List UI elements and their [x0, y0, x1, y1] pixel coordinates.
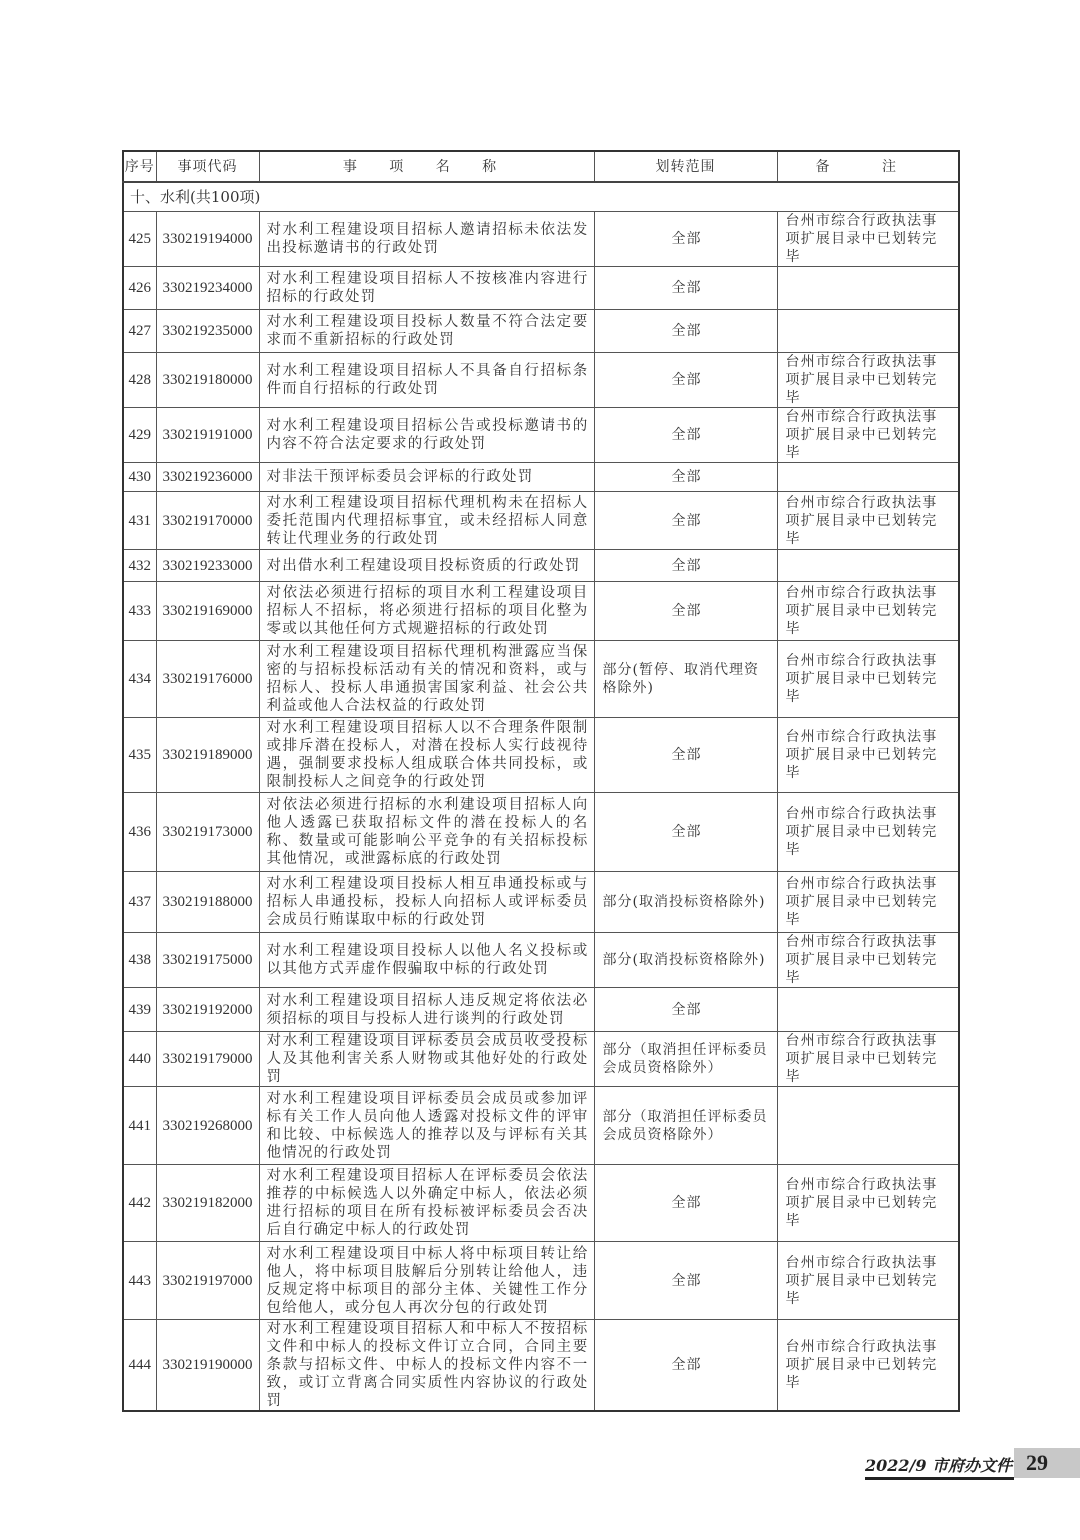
- cell-name: 对水利工程建设项目招标公告或投标邀请书的内容不符合法定要求的行政处罚: [259, 408, 594, 463]
- cell-scope: 全部: [594, 212, 777, 267]
- cell-seq: 431: [123, 492, 156, 550]
- cell-code: 330219234000: [156, 267, 259, 310]
- cell-name: 对水利工程建设项目招标人邀请招标未依法发出投标邀请书的行政处罚: [259, 212, 594, 267]
- table-row: [123, 408, 959, 463]
- cell-seq: 442: [123, 1165, 156, 1242]
- cell-name: 对水利工程建设项目招标人和中标人不按招标文件和中标人的投标文件订立合同，合同主要条款与招标文件、中标人的投标文件内容不一致，或订立背离合同实质性内容协议的行政处罚: [259, 1320, 594, 1412]
- cell-note: 台州市综合行政执法事项扩展目录中已划转完毕: [777, 718, 959, 793]
- table-row: [123, 793, 959, 872]
- cell-code: 330219173000: [156, 793, 259, 872]
- cell-note: [777, 310, 959, 353]
- cell-scope: 全部: [594, 582, 777, 641]
- cell-seq: 430: [123, 463, 156, 492]
- cell-scope: 全部: [594, 718, 777, 793]
- cell-note: 台州市综合行政执法事项扩展目录中已划转完毕: [777, 1032, 959, 1087]
- cell-code: 330219176000: [156, 641, 259, 718]
- table-row: [123, 1242, 959, 1320]
- cell-note: [777, 463, 959, 492]
- table-row: [123, 718, 959, 793]
- table-header-row: [123, 151, 959, 182]
- cell-note: [777, 988, 959, 1032]
- cell-code: 330219170000: [156, 492, 259, 550]
- cell-seq: 443: [123, 1242, 156, 1320]
- table-row: [123, 492, 959, 550]
- cell-scope: 部分（取消担任评标委员会成员资格除外）: [594, 1032, 777, 1087]
- cell-note: [777, 550, 959, 582]
- cell-note: 台州市综合行政执法事项扩展目录中已划转完毕: [777, 1165, 959, 1242]
- cell-code: 330219191000: [156, 408, 259, 463]
- cell-name: 对出借水利工程建设项目投标资质的行政处罚: [259, 550, 594, 582]
- cell-note: [777, 267, 959, 310]
- cell-name: 对水利工程建设项目招标人违反规定将依法必须招标的项目与投标人进行谈判的行政处罚: [259, 988, 594, 1032]
- cell-seq: 436: [123, 793, 156, 872]
- cell-name: 对水利工程建设项目评标委员会成员或参加评标有关工作人员向他人透露对投标文件的评审和比较、中标候选人的推荐以及与评标有关其他情况的行政处罚: [259, 1087, 594, 1165]
- cell-seq: 434: [123, 641, 156, 718]
- section-row: [123, 182, 959, 212]
- table-row: [123, 212, 959, 267]
- table-row: [123, 267, 959, 310]
- cell-seq: 444: [123, 1320, 156, 1412]
- cell-note: 台州市综合行政执法事项扩展目录中已划转完毕: [777, 872, 959, 933]
- table-row: [123, 641, 959, 718]
- cell-code: 330219180000: [156, 353, 259, 408]
- cell-note: 台州市综合行政执法事项扩展目录中已划转完毕: [777, 793, 959, 872]
- cell-note: 台州市综合行政执法事项扩展目录中已划转完毕: [777, 408, 959, 463]
- cell-name: 对水利工程建设项目招标人不具备自行招标条件而自行招标的行政处罚: [259, 353, 594, 408]
- cell-seq: 433: [123, 582, 156, 641]
- cell-code: 330219190000: [156, 1320, 259, 1412]
- cell-seq: 440: [123, 1032, 156, 1087]
- cell-code: 330219192000: [156, 988, 259, 1032]
- cell-name: 对非法干预评标委员会评标的行政处罚: [259, 463, 594, 492]
- header-name: 事 项 名 称: [259, 151, 594, 182]
- table-row: [123, 1032, 959, 1087]
- cell-scope: 全部: [594, 408, 777, 463]
- cell-seq: 439: [123, 988, 156, 1032]
- cell-code: 330219236000: [156, 463, 259, 492]
- cell-scope: 部分(取消投标资格除外): [594, 872, 777, 933]
- cell-name: 对水利工程建设项目招标代理机构未在招标人委托范围内代理招标事宜，或未经招标人同意转让代理业务的行政处罚: [259, 492, 594, 550]
- cell-scope: 全部: [594, 1320, 777, 1412]
- cell-note: 台州市综合行政执法事项扩展目录中已划转完毕: [777, 212, 959, 267]
- header-seq: 序号: [123, 151, 156, 182]
- table-row: [123, 1320, 959, 1412]
- cell-scope: 全部: [594, 463, 777, 492]
- cell-name: 对依法必须进行招标的项目水利工程建设项目招标人不招标，将必须进行招标的项目化整为零或以其他任何方式规避招标的行政处罚: [259, 582, 594, 641]
- cell-name: 对水利工程建设项目投标人相互串通投标或与招标人串通投标，投标人向招标人或评标委员会成员行贿谋取中标的行政处罚: [259, 872, 594, 933]
- cell-scope: 全部: [594, 267, 777, 310]
- cell-code: 330219197000: [156, 1242, 259, 1320]
- cell-scope: 部分（取消担任评标委员会成员资格除外）: [594, 1087, 777, 1165]
- cell-name: 对水利工程建设项目招标人在评标委员会依法推荐的中标候选人以外确定中标人，依法必须进行招标的项目在所有投标被评标委员会否决后自行确定中标人的行政处罚: [259, 1165, 594, 1242]
- page-number: 29: [1014, 1448, 1080, 1478]
- cell-note: 台州市综合行政执法事项扩展目录中已划转完毕: [777, 933, 959, 988]
- cell-name: 对依法必须进行招标的水利建设项目招标人向他人透露已获取招标文件的潜在投标人的名称、数量或可能影响公平竞争的有关招标投标其他情况，或泄露标底的行政处罚: [259, 793, 594, 872]
- cell-scope: 全部: [594, 988, 777, 1032]
- cell-note: 台州市综合行政执法事项扩展目录中已划转完毕: [777, 1320, 959, 1412]
- cell-code: 330219235000: [156, 310, 259, 353]
- header-code: 事项代码: [156, 151, 259, 182]
- cell-note: 台州市综合行政执法事项扩展目录中已划转完毕: [777, 353, 959, 408]
- cell-name: 对水利工程建设项目中标人将中标项目转让给他人，将中标项目肢解后分别转让给他人，违反规定将中标项目的部分主体、关键性工作分包给他人，或分包人再次分包的行政处罚: [259, 1242, 594, 1320]
- cell-scope: 部分(暂停、取消代理资格除外): [594, 641, 777, 718]
- header-scope: 划转范围: [594, 151, 777, 182]
- cell-scope: 全部: [594, 492, 777, 550]
- table-row: [123, 463, 959, 492]
- table-row: [123, 872, 959, 933]
- cell-code: 330219188000: [156, 872, 259, 933]
- cell-code: 330219268000: [156, 1087, 259, 1165]
- cell-note: 台州市综合行政执法事项扩展目录中已划转完毕: [777, 641, 959, 718]
- table-row: [123, 1087, 959, 1165]
- cell-name: 对水利工程建设项目投标人以他人名义投标或以其他方式弄虚作假骗取中标的行政处罚: [259, 933, 594, 988]
- cell-name: 对水利工程建设项目招标人以不合理条件限制或排斥潜在投标人，对潜在投标人实行歧视待遇，强制要求投标人组成联合体共同投标，或限制投标人之间竞争的行政处罚: [259, 718, 594, 793]
- cell-scope: 全部: [594, 1242, 777, 1320]
- table-row: [123, 933, 959, 988]
- cell-seq: 438: [123, 933, 156, 988]
- cell-scope: 全部: [594, 550, 777, 582]
- cell-name: 对水利工程建设项目招标代理机构泄露应当保密的与招标投标活动有关的情况和资料，或与招标人、投标人串通损害国家利益、社会公共利益或他人合法权益的行政处罚: [259, 641, 594, 718]
- cell-seq: 428: [123, 353, 156, 408]
- cell-seq: 435: [123, 718, 156, 793]
- table-row: [123, 582, 959, 641]
- cell-scope: 全部: [594, 310, 777, 353]
- cell-scope: 全部: [594, 353, 777, 408]
- cell-seq: 432: [123, 550, 156, 582]
- cell-seq: 437: [123, 872, 156, 933]
- cell-note: 台州市综合行政执法事项扩展目录中已划转完毕: [777, 492, 959, 550]
- cell-note: 台州市综合行政执法事项扩展目录中已划转完毕: [777, 1242, 959, 1320]
- cell-code: 330219233000: [156, 550, 259, 582]
- cell-name: 对水利工程建设项目评标委员会成员收受投标人及其他利害关系人财物或其他好处的行政处罚: [259, 1032, 594, 1087]
- cell-code: 330219169000: [156, 582, 259, 641]
- cell-seq: 441: [123, 1087, 156, 1165]
- cell-code: 330219182000: [156, 1165, 259, 1242]
- publication-title: 2022/9 市府办文件: [865, 1456, 1013, 1475]
- cell-scope: 全部: [594, 1165, 777, 1242]
- table-row: [123, 1165, 959, 1242]
- cell-code: 330219189000: [156, 718, 259, 793]
- cell-code: 330219175000: [156, 933, 259, 988]
- cell-note: [777, 1087, 959, 1165]
- cell-seq: 429: [123, 408, 156, 463]
- page-footer: [865, 1448, 1080, 1540]
- table-row: [123, 988, 959, 1032]
- transfer-items-table: [122, 150, 960, 1412]
- cell-code: 330219194000: [156, 212, 259, 267]
- cell-scope: 部分(取消投标资格除外): [594, 933, 777, 988]
- cell-note: 台州市综合行政执法事项扩展目录中已划转完毕: [777, 582, 959, 641]
- cell-seq: 427: [123, 310, 156, 353]
- cell-seq: 426: [123, 267, 156, 310]
- section-title: 十、水利(共100项): [123, 182, 959, 212]
- footer-title-area: [865, 1448, 1014, 1480]
- table-row: [123, 353, 959, 408]
- header-note: 备 注: [777, 151, 959, 182]
- cell-code: 330219179000: [156, 1032, 259, 1087]
- table-row: [123, 550, 959, 582]
- table-row: [123, 310, 959, 353]
- cell-scope: 全部: [594, 793, 777, 872]
- cell-seq: 425: [123, 212, 156, 267]
- cell-name: 对水利工程建设项目投标人数量不符合法定要求而不重新招标的行政处罚: [259, 310, 594, 353]
- cell-name: 对水利工程建设项目招标人不按核准内容进行招标的行政处罚: [259, 267, 594, 310]
